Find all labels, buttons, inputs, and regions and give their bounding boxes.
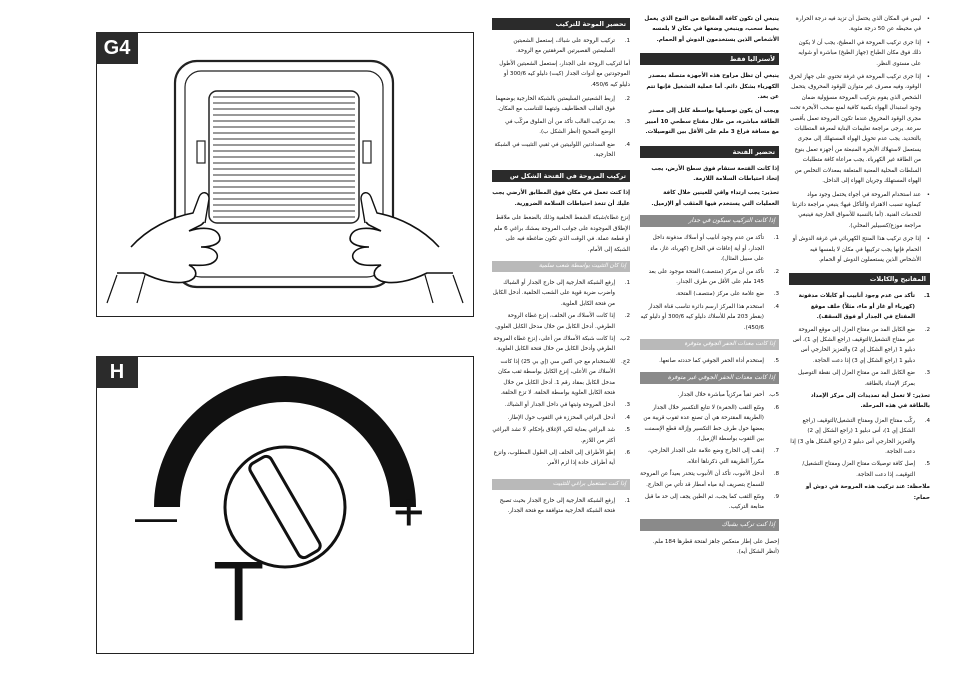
list-item: 1. تأكد من عدم وجود أنابيب أو كابلات مدفونة (كهرباء أو غاز أو ماء، مثلاً) خلف موقع المفتاح في الجدار أو فوق السقف).	[798, 293, 930, 321]
figure-label-h: H	[96, 356, 138, 388]
list-item: 7. إذهب إلى الخارج وضع علامة على الجدار الخارجي، مكرراً الطريقة التي ذكرناها أعلاه.	[648, 448, 779, 465]
note-text: ملاحظة: عند تركيب هذه المروحة في دوش أو حمام:	[805, 484, 930, 501]
increase-symbol: +	[393, 482, 425, 542]
text-column-c	[789, 14, 930, 507]
list-item: 4. استخدم هذا المركز ارسم دائرة تناسب قناة الجدار (بقطر 203 ملم للأسلاك دليلو كيه 300/6 أو دليلو كيه 450/6).	[640, 303, 779, 331]
warning-text: تحذير: لا تعمل أية تمديدات إلى مركز الإمداد بالطاقة في هذه المرحلة.	[810, 393, 930, 410]
heading-stepped-lugs: إذا كان التثبيت بواسطة شعب سلمية	[492, 261, 630, 272]
heading-install-fan: تركيب المروحة في الفتحة الشكل س	[492, 170, 630, 182]
list-item: 5. إصل كافة توصيلات مفتاح العزل ومفتاح التشغيل/التوقيف، إذا دعت الحاجة.	[802, 461, 930, 478]
list-item: 5. شد البراغي بعناية لكي الإغلاق بإحكام. لا تشد البراغي أكثر من اللازم.	[492, 427, 630, 444]
heading-prepare-fan: تحضير الموحة للتركيب	[492, 18, 630, 30]
list-item: 2. تأكد من أن مركز (منتصف) الفتحة موجود على بعد 145 ملم على الأقل من طرف الجدار.	[648, 268, 779, 285]
list-item: 4. ركّب مفتاح العزل ومفتاح التشغيل/التوقيف (راجع الشكل إي 1)، أس دبليو 1 (راجع الشكل إي 2) والتعزيز الخارجي أس دبليو 2 (راجع الشكل هاي 3) إذا دعت الحاجة.	[790, 417, 930, 456]
paragraph: إذا كنت تعمل في مكان فوق المطابق الأرضي يجب عليك أن تتخذ احتياطات السلامة الضرورية.	[492, 190, 630, 207]
heading-core-drill-available: إذا كانت معدات الحفر الجوفي متوفرة	[640, 339, 779, 350]
list-item: 6. إطو الأطراف إلى الخلف إلى الطول المطلوب، وانزع أية أطراف حادة إذا لزم الأمر.	[493, 450, 630, 467]
paragraph: إحصل على إطار منعكس جاهز لفتحة قطرها 184 ملم. (أنظر الشكل أيه).	[652, 538, 779, 556]
heading-switches-cables: المفاتيح والكابلات	[789, 273, 930, 285]
decrease-symbol: —	[135, 493, 177, 540]
figure-label-g4: G4	[96, 32, 138, 64]
heading-core-drill-unavailable: إذا كانت معدات الحفر الجوفي غير متوفرة	[640, 372, 779, 384]
heading-wall-mounting: إذا كانت التركيب سيكون في جدار	[640, 215, 779, 227]
bullet-item: • ليس في المكان الذي يحتمل أن تزيد فيه درجة الحرارة في محيطه عن 50 درجة مئوية.	[795, 16, 930, 33]
heading-window-mounting: إذا كنت تركب بشباك	[640, 519, 779, 531]
list-item: 4. أدخل البراغي المحززة في الثقوب حول الإطار.	[507, 414, 630, 421]
list-item: 2. إربط الشعبتين السليمتين بالشبكة الخارجية بوضعهما فوق القالب الخطاطيف وثبتهما للتناسب مع المكان.	[495, 96, 630, 113]
fan-installation-illustration	[97, 33, 473, 316]
timer-symbol: T	[213, 544, 265, 638]
list-item: 9. وسّع الثقب كما يجب، ثم الطين يجف إلى حد ما قبل متابعة التركيب.	[644, 494, 779, 511]
list-item: 2. إذا كانت الأسلاك من الخلف، إنزع غطاء الروحة الطرفي. أدخل الكابل من خلال مدخل الكابل العلوي.	[494, 313, 630, 330]
text-column-b	[640, 14, 779, 562]
list-item: 2. ضع الكابل المد من مفتاح العزل إلى موقع المروحة عبر مفتاح التشغيل/التوقيف (راجع الشكل إي 1)، أس دبليو 1 (راجع الشكل إي 2) والتعزيز الخارجي أس دبليو 1 (راجع الشكل إي 3) إذا دعت الحاجة.	[792, 326, 930, 364]
bullet-item: • إذا جرى تركيب المروحة في المطبخ، يجب أن لا يكون ذلك فوق مكان الطباخ (جهاز الطبخ) مباشرة أو شوايه على مستوى النظر.	[798, 39, 930, 67]
list-item: 3. ضع الكابل المد من مفتاح العزل إلى نقطة التوصيل بمركز الإمداد بالطاقة.	[798, 370, 930, 387]
list-item: 5. إستخدم أداة الحفر الجوفي كما حددته صانعها.	[659, 357, 779, 364]
list-item: 6. وسّع الثقب (الحفرة) لا تتابع التكسير خلال الجدار (الطريقة المقترحة هي أن تصنع عدة ثقوب قريبة من بعضها حول طرف خط التكسير وإزالة قطع الإسمنت بين الثقوب بواسطة الإزميل).	[643, 404, 779, 442]
text-column-a	[492, 14, 630, 519]
list-item: 1. إرفع الشبكة الخارجية إلى خارج الجدار أو الشباك واضرب ضربة قوية على الشعب الخلفية. أدخل الكابل من فتحة الكابل العلوية.	[492, 279, 630, 307]
paragraph: إنزع غطاء/شبكة الشفط الخلفية وذلك بالضغط على ملاقط الإطلاق الموجودة على جوانب المروحة بمشك براغي 6 ملم أو قطعة عملة. في الوقت الذي تكون ضاغطة فيه على الشبكة إلى الأمام.	[493, 215, 630, 253]
bullet-item: • إذا جرى تركيب المروحة في غرفة تحتوي على جهاز لحرق الوقود، وفيه مصرف غير متوازن للوقود المحروق، يتحمل الشخص الذي يقوم بتركيب المروحة مسؤولية ضمان وجود استبدال الهواء بكمية كافية لمنع سحب الأبخرة تحت مجرى الوقود المحروق عندما تكون المروحة تعمل بأقصى سرعة. يرجى مراجعة تعليمات البناية لمعرفة المتطلبات بالتحديد. يجب عدم تحويل الهواء المستهلك إلى مجرى يستعمل لاستهلاك الأبخرة المنبعثة من أجهزة تعمل بنوع من الطاقة غير الكهرباء. يجب مراعاة كافة متطلبات السلطات المحلية المعنية المتعلقة بمعدلات التخلص من الهواء المستهلك وجريان الهواء إلى الداخل.	[789, 74, 930, 185]
paragraph: ينبغي أن تكون كافة المفاتيح من النوع الذي يعمل بخيط سحب، وينبغي وضعها في مكان لا يلمسه الأشخاص الذين يستخدمون الدوش أو الحمام.	[644, 16, 779, 43]
list-item: 4. ضع السدادتين اللولبيتين في ثقبي التثبيت في الشبكة الخارجية.	[494, 141, 630, 159]
heading-screw-fixing: إذا كنت تستعمل براغي للتثبيت	[492, 479, 630, 490]
list-item: 2ج. للاستخدام مع جي اكس سي (إي بي 25) إذا كانت الأسلاك من الأعلى، إنزع الكابل بواسطة ثقب مكان مدخل الكابل بمقاد رقم 1. أدخل الكابل من خلال فتحة الكابل العلوية بواسطة الحلقة. لا تزع الحلقة.	[498, 358, 630, 396]
list-item: 3. أدخل المروحة وثبتها في داخل الجدار أو الشباك.	[504, 402, 630, 409]
bullet-item: • عند استخدام المروحة في أجواء يحتمل وجود مواد كيماوية تسبب الاهتراء والتآكل فيها؛ ينبغي مراجعة دائرتنا للخدمات الفنية. (أما بالنسبة للأسواق الخارجية فينبغي مراجعة موزع/كسبيلير المحلي).	[792, 191, 930, 229]
list-item: 5ب. أحفر ثقباً مركزياً مباشرة خلال الجدار.	[677, 392, 779, 399]
heading-prepare-opening: تحضير الفتحة	[640, 146, 779, 158]
figure-h	[96, 356, 474, 654]
paragraph: تحذير: يجب ارتداء واقي للعينين خلال كافة العمليات التي يستخدم فيها المثقب أو الإزميل.	[651, 190, 779, 207]
list-item: 2ب. إذا كانت شبكة الأسلاك من أعلى، إنزع غطاء المروحة الطرفي وأدخل الكابل من خلال فتحة الكابل العلوية.	[493, 335, 630, 353]
list-item: 3. ضع علامة على مركز (منتصف) الفتحة.	[675, 291, 779, 298]
paragraph: أما لتركيب الروحة على الجدار، إستعمل الشعبتين الأطول الموجودتين مع أدوات الجدار (كيت) دليلو كيه 300/6 أو دليلو كيه 450/6.	[499, 60, 630, 88]
list-item: 8. أدخل الأنبوب، تأكد أن الأنبوب يتحدر بعيداً عن المروحة للسماح بتصريف أية مياه أمطار قد تأتي من الخارج.	[640, 471, 779, 488]
list-item: 3. بعد تركيب القالب تأكد من أن الملوق مركّب في الوضع الصحيح (أنظر الشكل ب).	[505, 118, 630, 136]
paragraph: إذا كانت الفتحة ستقام فوق سطح الأرض، يجب إتخاذ احتياطات السلامة اللازمة.	[651, 165, 779, 183]
heading-australia-only: لأستراليا فقط	[640, 53, 779, 65]
list-item: 1. تركيب الروحة على شباك، إستعمل الشعبتين السليمتين القصيرتين المرفقتين مع الروحة.	[513, 38, 630, 55]
paragraph: ينبغي أن تظل مراوح هذه الأجهزة متصلة بمصدر الكهرباء بشكل دائم. أما عملية التشغيل فإنها تتم عن بعد.	[646, 73, 779, 101]
list-item: 1. تأكد من عدم وجود أنابيب أو أسلاك مدفونة داخل الجدار، أو أية إعاقات في الخارج (كهرباء، غاز، ماء على سبيل المثال).	[650, 235, 779, 263]
bullet-item: • إذا جرى تركيب هذا المنتج الكهربائي في غرفة الدوش أو الحمام فإنها يجب تركيبها في مكان لا يلمسها فيه الأشخاص الذين يستعملون الدوش أو الحمام.	[792, 236, 930, 263]
list-item: 1. إرفع الشبكة الخارجية إلى خارج الجدار بحيث تصبح فتحة الشبكة الخارجية متوافقة مع فتحة الجدار.	[499, 497, 630, 515]
figure-g4	[96, 32, 474, 317]
paragraph: ويجب أن يكون توصيلها بواسطة كابل إلى مصدر الطاقة مباشرة، من خلال مفتاح سطحي 10 أمبير مع مسافة فراغ 3 ملم على الأقل بين التوصيلات.	[645, 108, 779, 136]
